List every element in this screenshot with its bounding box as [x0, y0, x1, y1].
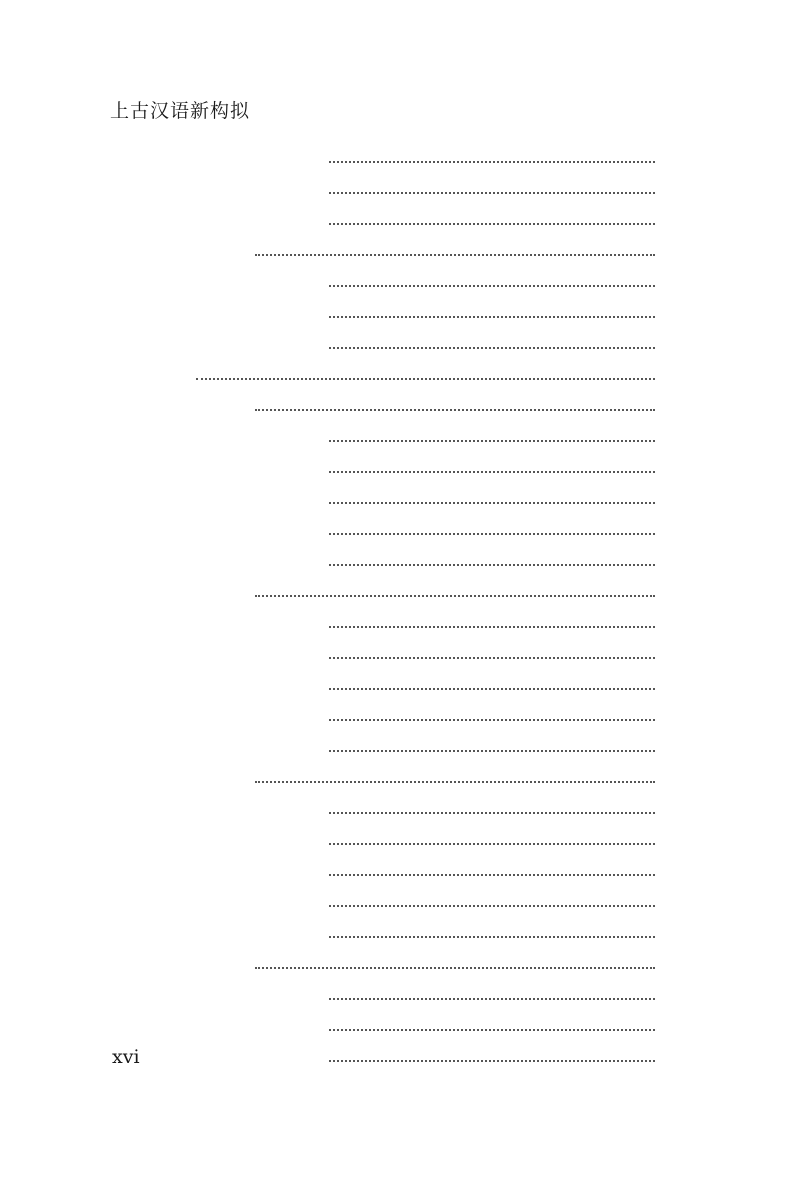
entry-title-line	[321, 205, 655, 225]
entry-title-line	[321, 484, 655, 504]
toc-entry	[0, 670, 800, 701]
entry-title-line	[321, 298, 655, 318]
entry-title-line	[247, 577, 655, 597]
entry-title-line	[321, 639, 655, 659]
dot-leader	[329, 732, 655, 752]
toc-entry	[0, 639, 800, 670]
entry-title-line	[247, 949, 655, 969]
entry-title-line	[188, 360, 655, 380]
toc-entry	[0, 794, 800, 825]
entry-title-line	[321, 143, 655, 163]
toc-entry	[0, 360, 800, 391]
dot-leader	[255, 577, 655, 597]
dot-leader	[329, 887, 655, 907]
toc-entry	[0, 732, 800, 763]
toc-entry	[0, 236, 800, 267]
dot-leader	[196, 360, 655, 380]
entry-title-line	[321, 546, 655, 566]
entry-title-line	[321, 980, 655, 1000]
dot-leader	[329, 701, 655, 721]
dot-leader	[255, 763, 655, 783]
toc-entry	[0, 515, 800, 546]
dot-leader	[255, 236, 655, 256]
toc-entry	[0, 577, 800, 608]
toc-entry	[0, 391, 800, 422]
entry-title-line	[321, 1011, 655, 1031]
dot-leader	[329, 298, 655, 318]
dot-leader	[329, 918, 655, 938]
dot-leader	[329, 484, 655, 504]
entry-title-line	[247, 391, 655, 411]
toc-entry	[0, 918, 800, 949]
toc-entry	[0, 701, 800, 732]
entry-title-line	[247, 763, 655, 783]
toc-entry	[0, 298, 800, 329]
toc-entry	[0, 763, 800, 794]
dot-leader	[329, 1042, 655, 1062]
page-number: xvi	[112, 1046, 140, 1068]
toc-entry	[0, 825, 800, 856]
entry-title-line	[321, 918, 655, 938]
entry-title-line	[321, 856, 655, 876]
dot-leader	[329, 856, 655, 876]
entry-title-line	[321, 515, 655, 535]
dot-leader	[329, 794, 655, 814]
entry-title-line	[321, 701, 655, 721]
toc-entry	[0, 174, 800, 205]
toc-entry	[0, 980, 800, 1011]
dot-leader	[329, 422, 655, 442]
dot-leader	[255, 949, 655, 969]
toc-entry	[0, 422, 800, 453]
entry-title-line	[321, 608, 655, 628]
entry-title-line	[321, 887, 655, 907]
dot-leader	[329, 546, 655, 566]
entry-title-line	[321, 1042, 655, 1062]
entry-title-line	[321, 329, 655, 349]
entry-title-line	[321, 267, 655, 287]
dot-leader	[255, 391, 655, 411]
toc-entry	[0, 267, 800, 298]
toc-entry	[0, 949, 800, 980]
entry-title-line	[321, 422, 655, 442]
dot-leader	[329, 205, 655, 225]
dot-leader	[329, 670, 655, 690]
dot-leader	[329, 515, 655, 535]
toc-entry	[0, 484, 800, 515]
toc-entry	[0, 1011, 800, 1042]
dot-leader	[329, 143, 655, 163]
dot-leader	[329, 267, 655, 287]
dot-leader	[329, 174, 655, 194]
entry-title-line	[321, 670, 655, 690]
dot-leader	[329, 329, 655, 349]
entry-title-line	[321, 825, 655, 845]
running-header: 上古汉语新构拟	[110, 100, 251, 122]
dot-leader	[329, 1011, 655, 1031]
toc-entry	[0, 143, 800, 174]
dot-leader	[329, 639, 655, 659]
table-of-contents	[0, 143, 800, 1073]
dot-leader	[329, 453, 655, 473]
dot-leader	[329, 980, 655, 1000]
entry-title-line	[247, 236, 655, 256]
dot-leader	[329, 608, 655, 628]
toc-entry	[0, 608, 800, 639]
entry-title-line	[321, 453, 655, 473]
toc-entry	[0, 887, 800, 918]
entry-title-line	[321, 732, 655, 752]
toc-entry	[0, 546, 800, 577]
entry-title-line	[321, 174, 655, 194]
toc-entry	[0, 453, 800, 484]
toc-entry	[0, 205, 800, 236]
dot-leader	[329, 825, 655, 845]
entry-title-line	[321, 794, 655, 814]
toc-entry	[0, 856, 800, 887]
toc-entry	[0, 329, 800, 360]
